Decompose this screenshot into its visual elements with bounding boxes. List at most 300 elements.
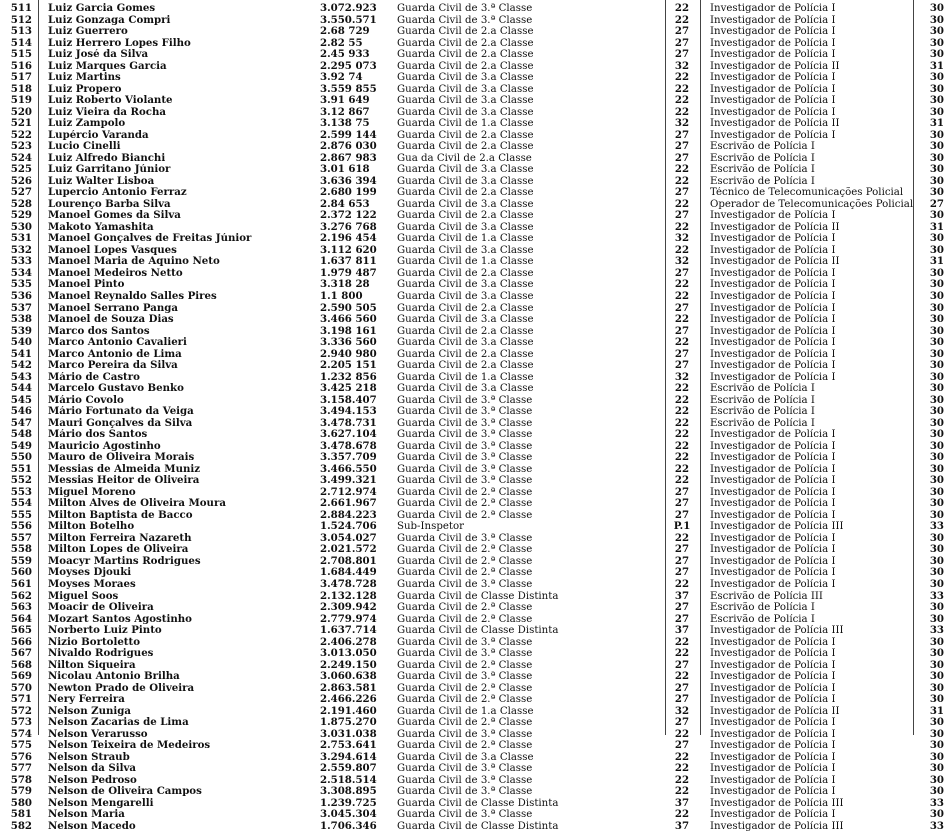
row-number: 528 [10, 198, 32, 210]
table-row [0, 164, 947, 176]
table-row [0, 72, 947, 84]
new-post: Investigador de Polícia I [710, 763, 836, 775]
registry-number: 2.599 144 [320, 129, 377, 141]
current-post: Guarda Civil de 2.ª Classe [397, 740, 533, 752]
new-grade-code: 30 [929, 532, 944, 544]
new-grade-code: 30 [929, 602, 944, 614]
row-number: 569 [10, 671, 32, 683]
row-number: 519 [10, 95, 32, 107]
employee-name: Luiz Martins [48, 72, 121, 84]
table-row [0, 706, 947, 718]
table-row [0, 637, 947, 649]
employee-name: Makoto Yamashita [48, 221, 154, 233]
current-post: Gua da Civil de 2.a Classe [397, 152, 532, 164]
employee-name: Luiz José da Silva [48, 49, 149, 61]
current-post: Guarda Civil de 1.a Classe [397, 256, 534, 268]
grade-code: 27 [674, 360, 690, 372]
table-row [0, 786, 947, 798]
grade-code: 27 [674, 187, 690, 199]
employee-name: Luiz Garritano Júnior [48, 164, 171, 176]
employee-name: Nelson Verarusso [48, 728, 148, 740]
registry-number: 2.132.128 [320, 590, 377, 602]
current-post: Guarda Civil de 3.a Classe [397, 291, 534, 302]
grade-code: 22 [674, 279, 690, 291]
registry-number: 3.627.104 [320, 429, 377, 441]
table-row [0, 406, 947, 418]
row-number: 560 [10, 567, 32, 579]
table-row [0, 498, 947, 510]
employee-name: Manoel Serrano Panga [48, 302, 179, 314]
grade-code: 27 [674, 302, 690, 314]
employee-name: Nelson Zacarias de Lima [48, 717, 189, 729]
employee-name: Lucio Cinelli [48, 141, 121, 153]
grade-code: 22 [674, 14, 690, 26]
row-number: 513 [10, 26, 32, 38]
grade-code: 22 [674, 728, 690, 740]
row-number: 529 [10, 210, 32, 222]
new-grade-code: 30 [929, 267, 944, 279]
table-row [0, 648, 947, 660]
row-number: 522 [10, 129, 32, 141]
row-number: 562 [10, 590, 32, 602]
new-post: Investigador de Polícia I [710, 751, 836, 763]
employee-name: Luiz Propero [48, 83, 122, 95]
grade-code: 27 [674, 37, 690, 49]
registry-number: 3.91 649 [320, 95, 370, 107]
new-post: Investigador de Polícia I [710, 83, 836, 95]
table-row [0, 614, 947, 626]
grade-code: 22 [674, 636, 690, 648]
employee-name: Moyses Moraes [48, 579, 136, 590]
new-post: Investigador de Polícia III [710, 797, 844, 809]
new-grade-code: 30 [929, 417, 944, 429]
new-post: Escrivão de Polícia I [710, 613, 815, 625]
current-post: Guarda Civil de 3.ª Classe [397, 14, 533, 26]
current-post: Guarda Civil de 2.a Classe [397, 187, 534, 199]
row-number: 530 [10, 221, 32, 233]
new-grade-code: 30 [929, 348, 944, 360]
new-post: Investigador de Polícia I [710, 463, 836, 475]
row-number: 556 [10, 521, 32, 533]
registry-number: 3.92 74 [320, 72, 363, 84]
grade-code: 22 [674, 429, 690, 441]
new-post: Investigador de Polícia I [710, 267, 836, 279]
registry-number: 3.198 161 [320, 325, 377, 337]
registry-number: 3.357.709 [320, 452, 377, 464]
new-post: Escrivão de Polícia III [710, 590, 823, 602]
current-post: Guarda Civil de 3.a Classe [397, 198, 534, 210]
new-grade-code: 30 [929, 72, 944, 84]
current-post: Guarda Civil de 1.a Classe [397, 705, 534, 717]
new-post: Investigador de Polícia I [710, 544, 836, 556]
row-number: 538 [10, 314, 32, 326]
grade-code: 22 [674, 337, 690, 349]
new-grade-code: 30 [929, 325, 944, 337]
row-number: 568 [10, 659, 32, 671]
row-number: 547 [10, 417, 32, 429]
table-row [0, 556, 947, 568]
employee-name: Nelson da Silva [48, 763, 137, 775]
table-row [0, 544, 947, 556]
registry-number: 2.295 073 [320, 60, 377, 72]
table-row [0, 187, 947, 199]
grade-code: 22 [674, 579, 690, 590]
new-grade-code: 33 [929, 590, 944, 602]
new-grade-code: 30 [929, 475, 944, 487]
grade-code: 22 [674, 751, 690, 763]
row-number: 570 [10, 682, 32, 694]
new-grade-code: 30 [929, 360, 944, 372]
new-post: Investigador de Polícia II [710, 705, 840, 717]
registry-number: 3.499.321 [320, 475, 377, 487]
row-number: 550 [10, 452, 32, 464]
new-post: Investigador de Polícia I [710, 291, 836, 302]
current-post: Guarda Civil de 2.ª Classe [397, 613, 533, 625]
current-post: Guarda Civil de 2.a Classe [397, 348, 534, 360]
new-post: Investigador de Polícia I [710, 567, 836, 579]
current-post: Guarda Civil de 2.ª Classe [397, 694, 533, 706]
table-row [0, 533, 947, 545]
table-row [0, 372, 947, 384]
grade-code: 27 [674, 152, 690, 164]
grade-code: 22 [674, 106, 690, 118]
row-number: 540 [10, 337, 32, 349]
table-row [0, 291, 947, 303]
grade-code: 27 [674, 49, 690, 61]
current-post: Guarda Civil de 3.a Classe [397, 314, 534, 326]
grade-code: 32 [674, 60, 690, 72]
registry-number: 2.590 505 [320, 302, 377, 314]
registry-number: 2.708.801 [320, 555, 377, 567]
new-grade-code: 30 [929, 14, 944, 26]
table-row [0, 210, 947, 222]
new-grade-code: 30 [929, 279, 944, 291]
row-number: 543 [10, 371, 32, 383]
new-post: Operador de Telecomunicações Policial [710, 198, 914, 210]
new-grade-code: 30 [929, 233, 944, 245]
registry-number: 3.550.571 [320, 14, 377, 26]
new-grade-code: 30 [929, 544, 944, 556]
new-grade-code: 30 [929, 728, 944, 740]
registry-number: 2.45 933 [320, 49, 370, 61]
registry-number: 2.753.641 [320, 740, 377, 752]
row-number: 535 [10, 279, 32, 291]
registry-number: 1.875.270 [320, 717, 377, 729]
employee-name: Nelson Pedroso [48, 774, 137, 786]
employee-name: Miguel Moreno [48, 486, 136, 498]
new-post: Escrivão de Polícia I [710, 417, 815, 429]
table-row [0, 660, 947, 672]
new-post: Investigador de Polícia I [710, 682, 836, 694]
current-post: Guarda Civil de 2.a Classe [397, 302, 534, 314]
table-row [0, 222, 947, 234]
new-post: Investigador de Polícia I [710, 106, 836, 118]
new-post: Investigador de Polícia II [710, 221, 840, 233]
registry-number: 3.318 28 [320, 279, 370, 291]
current-post: Guarda Civil de 2.a Classe [397, 325, 534, 337]
new-post: Investigador de Polícia I [710, 717, 836, 729]
table-row [0, 153, 947, 165]
employee-name: Manoel Gonçalves de Freitas Júnior [48, 233, 252, 245]
row-number: 516 [10, 60, 32, 72]
current-post: Guarda Civil de 2.a Classe [397, 129, 534, 141]
new-grade-code: 30 [929, 740, 944, 752]
table-row [0, 26, 947, 38]
new-post: Escrivão de Polícia I [710, 394, 815, 406]
registry-number: 2.559.807 [320, 763, 377, 775]
employee-name: Milton Baptista de Bacco [48, 509, 193, 521]
new-grade-code: 30 [929, 613, 944, 625]
new-grade-code: 31 [929, 256, 944, 268]
new-grade-code: 30 [929, 37, 944, 49]
grade-code: 27 [674, 509, 690, 521]
registry-number: 2.021.572 [320, 544, 377, 556]
row-number: 574 [10, 728, 32, 740]
registry-number: 3.466.550 [320, 463, 377, 475]
registry-number: 3.336 560 [320, 337, 377, 349]
new-grade-code: 30 [929, 337, 944, 349]
registry-number: 3.158.407 [320, 394, 377, 406]
grade-code: 22 [674, 648, 690, 660]
table-row [0, 233, 947, 245]
grade-code: 37 [674, 590, 690, 602]
current-post: Guarda Civil de 3.a Classe [397, 244, 534, 256]
grade-code: 27 [674, 498, 690, 510]
employee-name: Nery Ferreira [48, 694, 125, 706]
row-number: 526 [10, 175, 32, 187]
table-row [0, 752, 947, 764]
registry-number: 3.12 867 [320, 106, 370, 118]
new-grade-code: 30 [929, 579, 944, 590]
employee-name: Mauro de Oliveira Morais [48, 452, 195, 464]
grade-code: 22 [674, 463, 690, 475]
row-number: 525 [10, 164, 32, 176]
employee-name: Luiz Herrero Lopes Filho [48, 37, 191, 49]
current-post: Guarda Civil de 2.ª Classe [397, 544, 533, 556]
table-row [0, 452, 947, 464]
new-grade-code: 33 [929, 820, 944, 832]
current-post: Guarda Civil de 2.ª Classe [397, 659, 533, 671]
registry-number: 1.706.346 [320, 820, 377, 832]
table-row [0, 809, 947, 821]
row-number: 545 [10, 394, 32, 406]
table-row [0, 38, 947, 50]
table-row [0, 326, 947, 338]
registry-number: 3.478.678 [320, 440, 377, 452]
registry-number: 2.712.974 [320, 486, 377, 498]
current-post: Sub-Inspetor [397, 521, 464, 533]
new-post: Investigador de Polícia III [710, 521, 844, 533]
grade-code: 22 [674, 164, 690, 176]
new-grade-code: 30 [929, 83, 944, 95]
new-post: Investigador de Polícia I [710, 37, 836, 49]
new-post: Escrivão de Polícia I [710, 406, 815, 418]
row-number: 567 [10, 648, 32, 660]
registry-number: 2.867 983 [320, 152, 377, 164]
registry-number: 3.072.923 [320, 3, 377, 14]
new-grade-code: 31 [929, 221, 944, 233]
row-number: 559 [10, 555, 32, 567]
grade-code: 27 [674, 717, 690, 729]
new-post: Investigador de Polícia I [710, 360, 836, 372]
grade-code: 27 [674, 659, 690, 671]
new-grade-code: 30 [929, 49, 944, 61]
row-number: 515 [10, 49, 32, 61]
new-post: Investigador de Polícia I [710, 49, 836, 61]
registry-number: 3.494.153 [320, 406, 377, 418]
row-number: 523 [10, 141, 32, 153]
grade-code: 22 [674, 671, 690, 683]
employee-name: Nicolau Antonio Brilha [48, 671, 180, 683]
registry-number: 1.239.725 [320, 797, 377, 809]
current-post: Guarda Civil de 3.a Classe [397, 751, 534, 763]
new-post: Escrivão de Polícia I [710, 383, 815, 395]
current-post: Guarda Civil de 3.ª Classe [397, 3, 533, 14]
grade-code: 22 [674, 198, 690, 210]
table-row [0, 798, 947, 810]
current-post: Guarda Civil de 3.ª Classe [397, 417, 533, 429]
row-number: 554 [10, 498, 32, 510]
new-grade-code: 30 [929, 809, 944, 821]
grade-code: 37 [674, 820, 690, 832]
grade-code: 32 [674, 705, 690, 717]
registry-number: 3.138 75 [320, 118, 370, 130]
new-grade-code: 31 [929, 118, 944, 130]
employee-name: Messias Heitor de Oliveira [48, 475, 200, 487]
new-post: Investigador de Polícia I [710, 728, 836, 740]
registry-number: 3.559 855 [320, 83, 377, 95]
new-post: Investigador de Polícia I [710, 694, 836, 706]
new-grade-code: 30 [929, 302, 944, 314]
employee-name: Mário dos Santos [48, 429, 148, 441]
table-row [0, 464, 947, 476]
new-post: Investigador de Polícia I [710, 671, 836, 683]
current-post: Guarda Civil de 2.ª Classe [397, 682, 533, 694]
new-grade-code: 30 [929, 636, 944, 648]
grade-code: 27 [674, 348, 690, 360]
table-row [0, 268, 947, 280]
table-row [0, 821, 947, 832]
grade-code: 22 [674, 774, 690, 786]
new-post: Escrivão de Polícia I [710, 602, 815, 614]
employee-name: Marcelo Gustavo Benko [48, 383, 184, 395]
new-grade-code: 33 [929, 797, 944, 809]
employee-name: Milton Botelho [48, 521, 135, 533]
new-post: Investigador de Polícia I [710, 244, 836, 256]
row-number: 575 [10, 740, 32, 752]
current-post: Guarda Civil de 3.ª Classe [397, 463, 533, 475]
registry-number: 2.466.226 [320, 694, 377, 706]
grade-code: 27 [674, 602, 690, 614]
employee-name: Luiz Guerrero [48, 26, 128, 38]
new-post: Investigador de Polícia I [710, 740, 836, 752]
table-row [0, 199, 947, 211]
new-grade-code: 30 [929, 463, 944, 475]
grade-code: 22 [674, 244, 690, 256]
grade-code: 22 [674, 809, 690, 821]
current-post: Guarda Civil de 3.ª Classe [397, 429, 533, 441]
current-post: Guarda Civil de 2.a Classe [397, 37, 534, 49]
current-post: Guarda Civil de 3.ª Classe [397, 728, 533, 740]
current-post: Guarda Civil de 3.ª Classe [397, 452, 533, 464]
table-row [0, 3, 947, 15]
current-post: Guarda Civil de 2.ª Classe [397, 555, 533, 567]
registry-number: 3.031.038 [320, 728, 377, 740]
new-post: Investigador de Polícia I [710, 26, 836, 38]
employee-name: Lupercio Antonio Ferraz [48, 187, 187, 199]
grade-code: 37 [674, 797, 690, 809]
new-post: Investigador de Polícia I [710, 314, 836, 326]
table-row [0, 625, 947, 637]
new-grade-code: 30 [929, 509, 944, 521]
current-post: Guarda Civil de 3.a Classe [397, 279, 534, 291]
new-post: Investigador de Polícia I [710, 72, 836, 84]
registry-number: 3.045.304 [320, 809, 377, 821]
row-number: 537 [10, 302, 32, 314]
grade-code: 22 [674, 532, 690, 544]
current-post: Guarda Civil de 3.a Classe [397, 72, 534, 84]
new-post: Investigador de Polícia I [710, 579, 836, 590]
employee-name: Messias de Almeida Muniz [48, 463, 201, 475]
registry-number: 2.82 55 [320, 37, 363, 49]
current-post: Guarda Civil de 2.a Classe [397, 210, 534, 222]
grade-code: 27 [674, 740, 690, 752]
table-row [0, 763, 947, 775]
employee-name: Nelson de Oliveira Campos [48, 786, 202, 798]
registry-number: 3.013.050 [320, 648, 377, 660]
new-grade-code: 30 [929, 291, 944, 302]
new-grade-code: 30 [929, 394, 944, 406]
new-post: Investigador de Polícia I [710, 210, 836, 222]
current-post: Guarda Civil de 3.ª Classe [397, 440, 533, 452]
row-number: 551 [10, 463, 32, 475]
row-number: 565 [10, 625, 32, 637]
new-post: Investigador de Polícia II [710, 118, 840, 130]
registry-number: 2.876 030 [320, 141, 377, 153]
new-grade-code: 30 [929, 555, 944, 567]
current-post: Guarda Civil de 3.ª Classe [397, 671, 533, 683]
table-row [0, 602, 947, 614]
employee-name: Luiz Vieira da Rocha [48, 106, 166, 118]
new-post: Investigador de Polícia I [710, 486, 836, 498]
employee-name: Mário de Castro [48, 371, 140, 383]
new-post: Investigador de Polícia I [710, 809, 836, 821]
new-post: Investigador de Polícia I [710, 371, 836, 383]
new-post: Investigador de Polícia I [710, 648, 836, 660]
grade-code: 22 [674, 417, 690, 429]
new-post: Investigador de Polícia I [710, 509, 836, 521]
current-post: Guarda Civil de 3.ª Classe [397, 406, 533, 418]
row-number: 555 [10, 509, 32, 521]
registry-number: 2.84 653 [320, 198, 370, 210]
current-post: Guarda Civil de Classe Distinta [397, 820, 559, 832]
new-post: Investigador de Polícia II [710, 256, 840, 268]
registry-number: 1.1 800 [320, 291, 363, 302]
employee-name: Luiz Marques Garcia [48, 60, 167, 72]
new-grade-code: 33 [929, 625, 944, 637]
row-number: 536 [10, 291, 32, 302]
row-number: 573 [10, 717, 32, 729]
employee-name: Moacir de Oliveira [48, 602, 154, 614]
registry-number: 1.637.714 [320, 625, 377, 637]
grade-code: 22 [674, 314, 690, 326]
table-row [0, 130, 947, 142]
row-number: 566 [10, 636, 32, 648]
table-row [0, 694, 947, 706]
employee-name: Mário Covolo [48, 394, 124, 406]
grade-code: 22 [674, 475, 690, 487]
grade-code: 22 [674, 95, 690, 107]
